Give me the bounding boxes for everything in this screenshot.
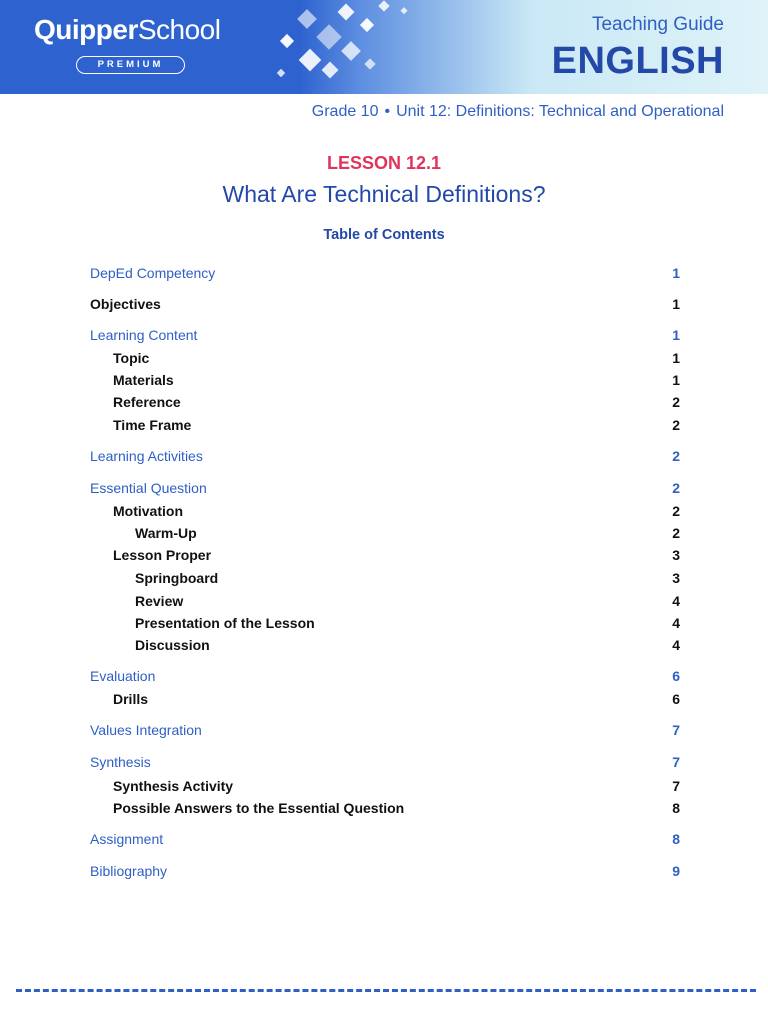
toc-entry-label: Synthesis Activity — [113, 778, 234, 794]
toc-entry-page: 4 — [672, 593, 680, 609]
toc-entry-page: 7 — [672, 754, 680, 770]
toc-entry-page: 1 — [672, 350, 680, 366]
toc-entry-time-frame — [90, 415, 680, 435]
toc-entry-label: Materials — [113, 372, 174, 388]
toc-entry-page: 1 — [672, 296, 680, 312]
subject-title: ENGLISH — [551, 40, 724, 82]
toc-entry-page: 2 — [672, 480, 680, 496]
toc-entry-label: Presentation of the Lesson — [135, 615, 315, 631]
breadcrumb-grade: Grade 10 — [311, 103, 379, 120]
toc-entry-page: 2 — [672, 525, 680, 541]
toc-entry-page: 8 — [672, 800, 680, 816]
toc-entry-bibliography[interactable] — [90, 861, 680, 881]
toc-entry-label: Objectives — [90, 296, 161, 312]
toc-entry-label: Learning Activities — [90, 448, 203, 464]
toc-entry-learning-content[interactable] — [90, 325, 680, 345]
toc-entry-label: Possible Answers to the Essential Question — [113, 800, 405, 816]
breadcrumb-separator: • — [384, 103, 391, 120]
toc-entry-page: 4 — [672, 615, 680, 631]
toc-entry-page: 1 — [672, 372, 680, 388]
lesson-number: LESSON 12.1 — [326, 153, 442, 173]
toc-entry-reference — [90, 392, 680, 412]
toc-entry-deped-competency[interactable] — [90, 263, 680, 283]
toc-entry-topic — [90, 348, 680, 368]
toc-entry-possible-answers — [90, 798, 680, 818]
toc-entry-label: Learning Content — [90, 327, 198, 343]
quipper-school-logo — [34, 14, 220, 46]
toc-entry-page: 3 — [672, 570, 680, 586]
toc-entry-label: Motivation — [113, 503, 183, 519]
toc-entry-page: 7 — [672, 778, 680, 794]
toc-entry-label: Bibliography — [90, 863, 168, 879]
diamond-pattern-icon — [262, 0, 422, 94]
toc-entry-label: Lesson Proper — [113, 547, 212, 563]
toc-entry-label: Topic — [113, 350, 150, 366]
toc-entry-label: Time Frame — [113, 417, 192, 433]
toc-entry-label: Evaluation — [90, 668, 156, 684]
toc-entry-label: Review — [135, 593, 184, 609]
premium-badge: PREMIUM — [76, 56, 185, 74]
teaching-guide-label: Teaching Guide — [591, 14, 724, 35]
toc-entry-page: 7 — [672, 722, 680, 738]
toc-entry-label: Drills — [113, 691, 149, 707]
toc-entry-page: 1 — [672, 265, 680, 281]
toc-entry-label: Values Integration — [90, 722, 202, 738]
toc-entry-page: 2 — [672, 417, 680, 433]
toc-entry-page: 8 — [672, 831, 680, 847]
toc-entry-page: 6 — [672, 691, 680, 707]
breadcrumb-unit: Unit 12: Definitions: Technical and Operational — [396, 103, 724, 120]
toc-entry-label: Essential Question — [90, 480, 207, 496]
toc-entry-presentation-of-the-lesson — [90, 613, 680, 633]
breadcrumb — [312, 103, 724, 121]
toc-entry-page: 3 — [672, 547, 680, 563]
toc-entry-page: 4 — [672, 637, 680, 653]
logo-word-school: School — [137, 14, 221, 45]
toc-entry-review — [90, 591, 680, 611]
toc-entry-warm-up — [90, 523, 680, 543]
toc-entry-label: Warm-Up — [135, 525, 197, 541]
toc-entry-page: 2 — [672, 394, 680, 410]
toc-entry-page: 2 — [672, 503, 680, 519]
toc-entry-label: Synthesis — [90, 754, 151, 770]
toc-entry-label: Discussion — [135, 637, 210, 653]
toc-entry-lesson-proper — [90, 545, 680, 565]
footer-dashed-divider — [16, 989, 756, 992]
toc-entry-essential-question[interactable] — [90, 478, 680, 498]
toc-entry-synthesis-activity — [90, 776, 680, 796]
toc-entry-evaluation[interactable] — [90, 666, 680, 686]
toc-entry-page: 2 — [672, 448, 680, 464]
logo-word-quipper: Quipper — [34, 14, 138, 45]
toc-entry-label: Springboard — [135, 570, 219, 586]
page-header — [0, 0, 768, 94]
toc-entry-motivation — [90, 501, 680, 521]
toc-entry-label: Assignment — [90, 831, 164, 847]
toc-entry-page: 6 — [672, 668, 680, 684]
toc-entry-learning-activities[interactable] — [90, 446, 680, 466]
lesson-title: What Are Technical Definitions? — [222, 181, 546, 207]
toc-entry-springboard — [90, 568, 680, 588]
toc-heading: Table of Contents — [323, 227, 445, 243]
toc-entry-label: Reference — [113, 394, 181, 410]
toc-entry-page: 1 — [672, 327, 680, 343]
toc-entry-assignment[interactable] — [90, 829, 680, 849]
toc-entry-label: DepEd Competency — [90, 265, 216, 281]
toc-entry-discussion — [90, 635, 680, 655]
toc-entry-materials — [90, 370, 680, 390]
toc-entry-objectives — [90, 294, 680, 314]
toc-entry-synthesis[interactable] — [90, 752, 680, 772]
toc-entry-page: 9 — [672, 863, 680, 879]
toc-entry-values-integration[interactable] — [90, 720, 680, 740]
toc-entry-drills — [90, 689, 680, 709]
